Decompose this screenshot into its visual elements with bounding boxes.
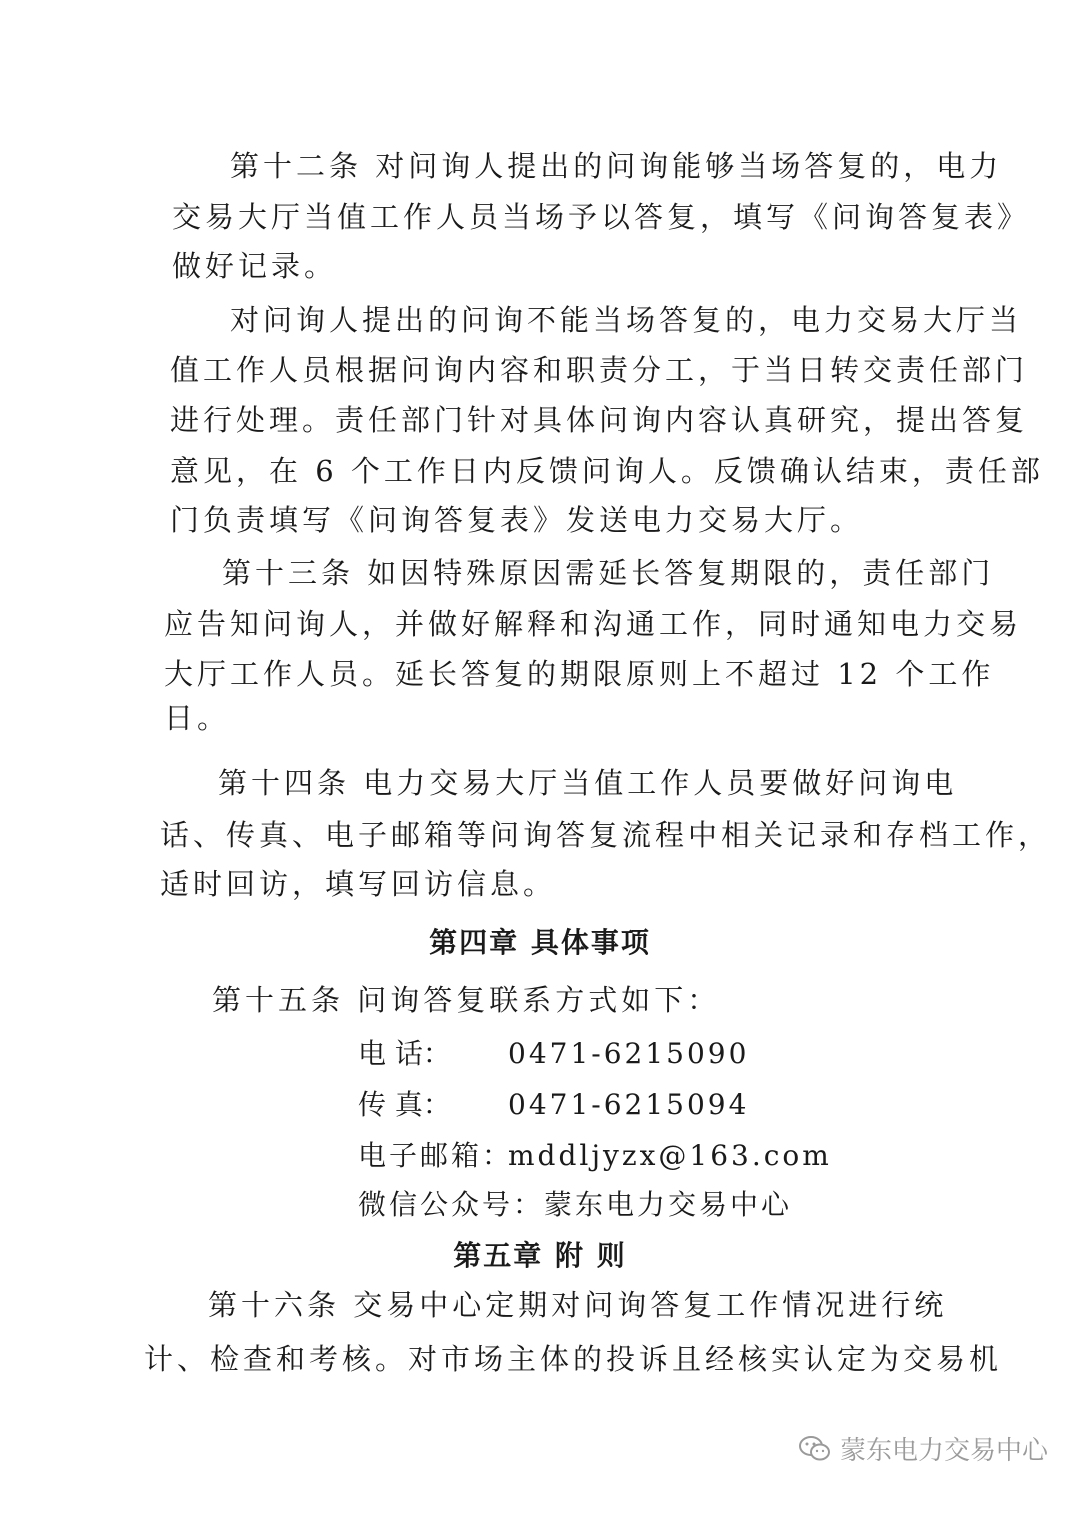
article14-line-1: 第十四条 电力交易大厅当值工作人员要做好问询电 — [218, 766, 958, 800]
article13-line-4: 日。 — [164, 701, 231, 735]
contact-phone-label: 电 话： — [358, 1037, 451, 1070]
article12-p2-line-2: 值工作人员根据问询内容和职责分工，于当日转交责任部门 — [170, 353, 1029, 387]
wechat-icon — [798, 1435, 832, 1463]
article13-line-2: 应告知问询人，并做好解释和沟通工作，同时通知电力交易 — [164, 607, 1023, 641]
article15-line: 第十五条 问询答复联系方式如下： — [212, 983, 721, 1017]
contact-wechat — [358, 1185, 792, 1225]
article12-line-1: 第十二条 对问询人提出的问询能够当场答复的，电力 — [230, 149, 1003, 183]
article13-line-3: 大厅工作人员。延长答复的期限原则上不超过 12 个工作 — [164, 657, 995, 691]
article16-line-1: 第十六条 交易中心定期对问询答复工作情况进行统 — [208, 1288, 948, 1322]
chapter4-title: 第四章 具体事项 — [429, 926, 651, 959]
article13-line-1: 第十三条 如因特殊原因需延长答复期限的，责任部门 — [222, 556, 995, 590]
contact-wechat-value: 蒙东电力交易中心 — [544, 1188, 793, 1221]
watermark-text: 蒙东电力交易中心 — [839, 1436, 1048, 1466]
contact-email-value: mddljyzx@163.com — [508, 1139, 832, 1172]
contact-fax-value: 0471-6215094 — [508, 1088, 750, 1121]
contact-email — [358, 1136, 832, 1176]
article12-line-2: 交易大厅当值工作人员当场予以答复，填写《问询答复表》 — [172, 200, 1031, 234]
article12-p2-line-4: 意见，在 6 个工作日内反馈问询人。反馈确认结束，责任部 — [170, 454, 1044, 488]
article16-line-2: 计、检查和考核。对市场主体的投诉且经核实认定为交易机 — [144, 1342, 1003, 1376]
contact-fax — [358, 1085, 749, 1125]
article12-line-3: 做好记录。 — [172, 249, 338, 283]
article12-p2-line-5: 门负责填写《问询答复表》发送电力交易大厅。 — [170, 503, 864, 537]
article12-p2-line-3: 进行处理。责任部门针对具体问询内容认真研究，提出答复 — [170, 403, 1029, 437]
contact-wechat-label: 微信公众号： — [358, 1188, 545, 1221]
wechat-watermark — [798, 1430, 1048, 1467]
contact-phone-value: 0471-6215090 — [508, 1037, 750, 1070]
contact-email-label: 电子邮箱： — [358, 1139, 514, 1172]
chapter5-title: 第五章 附 则 — [453, 1239, 627, 1272]
article12-p2-line-1: 对问询人提出的问询不能当场答复的，电力交易大厅当 — [230, 303, 1023, 337]
contact-phone — [358, 1034, 749, 1074]
article14-line-2: 话、传真、电子邮箱等问询答复流程中相关记录和存档工作， — [160, 818, 1052, 852]
contact-fax-label: 传 真： — [358, 1088, 451, 1121]
article14-line-3: 适时回访，填写回访信息。 — [160, 867, 557, 901]
